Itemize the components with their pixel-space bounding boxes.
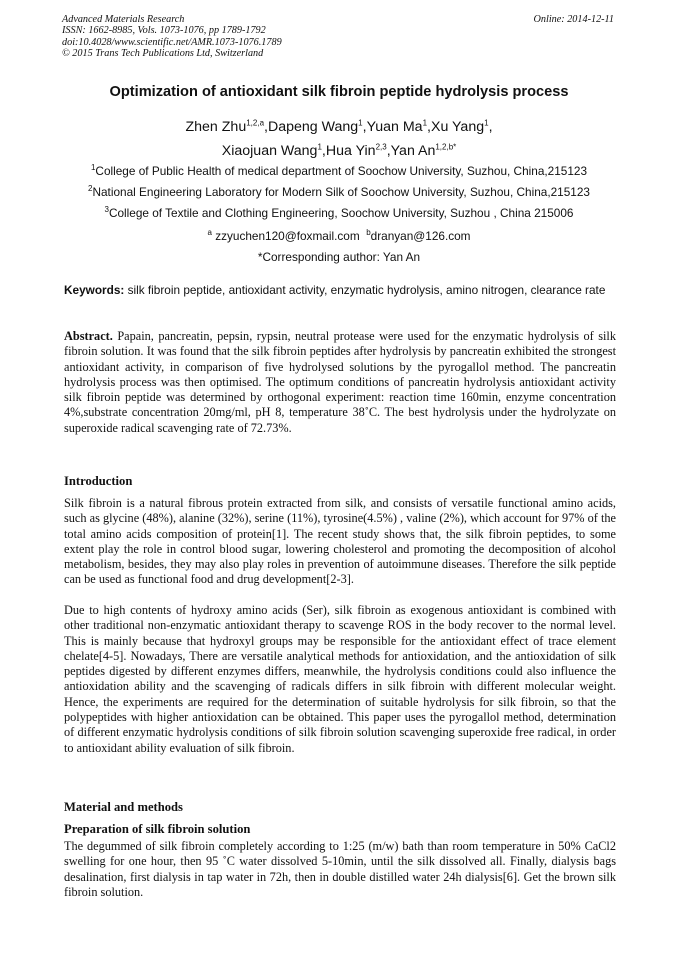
author-name: Hua Yin (325, 143, 376, 159)
email-a[interactable]: zzyuchen120@foxmail.com (211, 229, 360, 243)
author-name: Xu Yang (430, 119, 485, 135)
methods-paragraph-1: The degummed of silk fibroin completely according to 1:25 (m/w) bath than room temperature in 50% CaCl2 swelling for one hour, then 95 ˚C water dissolved 5-10min, until the silk dissolved all. Finally, dialysis bags desalination, first dialysis in tap water in 72h, then in double distilled water 24h dialysis[6]. Get the brown silk fibroin solution. (64, 839, 616, 899)
keywords-label: Keywords: (64, 283, 125, 297)
issn-line: ISSN: 1662-8985, Vols. 1073-1076, pp 1789-1792 (62, 25, 266, 37)
affiliation-2: $^2$National Engineering Laboratory for Modern Silk of Soochow University, Suzhou, China,215123 (88, 184, 590, 199)
author-sup: 1,2,b* (435, 142, 457, 152)
author-name: Zhen Zhu (185, 119, 247, 135)
running-header-left (62, 14, 282, 59)
author-name: Yan An (390, 143, 436, 159)
introduction-paragraph-1: Silk fibroin is a natural fibrous protein extracted from silk, and consists of versatile functional amino acids, such as glycine (48%), alanine (32%), serine (11%), tyrosine(4.5%) , valine (2%), which account for 97% of the total amino acids composition of protein[1]. The recent study shows that, the silk fibroin peptides, to some extent play the role in control blood sugar, lowering cholesterol and promoting the decomposition of alcohol metabolism, besides, they may also play roles in prevention of autoimmune diseases. Therefore the silk peptide can be used as functional food and drug development[2-3]. (64, 496, 616, 587)
methods-subheading: Preparation of silk fibroin solution (64, 822, 251, 836)
author-sup: 1,2,a (246, 118, 265, 128)
introduction-paragraph-2: Due to high contents of hydroxy amino acids (Ser), silk fibroin as exogenous antioxidant is combined with other traditional non-enzymatic antioxidant therapy to scavenge ROS in the body recover to the normal level. This is mainly because that hydroxyl groups may be responsible for the antioxidant effect of trace element chelate[4-5]. Nowadays, There are versatile analytical methods for antioxidation, and the antioxidation of silk peptides digested by different enzymes differs, meanwhile, the hydrolysis conditions could also influence the antioxidation ability and the scavenging of radicals differs in silk fibroin with different molecular weight. Hence, the experiments are required for the determination of suitable hydrolysis for silk fibroin, so that the polypeptides with higher antioxidation can be obtained. This paper uses the pyrogallol method, determination of different enzymatic hydrolysis conditions of silk fibroin solution scavenging superoxide free radical, in order to antioxidant ability evaluation of silk fibroin. (64, 603, 616, 755)
abstract (64, 329, 616, 436)
author-sup: 1 (422, 118, 428, 128)
copyright-line: © 2015 Trans Tech Publications Ltd, Switzerland (62, 47, 264, 59)
author-line-1: Zhen Zhu$^{1,2,a}$,Dapeng Wang$^1$,Yuan Ma$^1$,Xu Yang$^1$, (185, 118, 493, 135)
author-line-2: Xiaojuan Wang$^1$,Hua Yin$^{2,3}$,Yan $An^{1,2,b*}$ (221, 142, 457, 159)
author-name: Dapeng Wang (267, 119, 359, 135)
author-sup: 1 (484, 118, 489, 128)
affiliation-3: $^3$College of Textile and Clothing Engineering, Soochow University, Suzhou , China 215006 (104, 205, 574, 220)
journal-name: Advanced Materials Research (62, 14, 185, 25)
email-b[interactable]: dranyan@126.com (370, 229, 471, 243)
email-line: $^a$ zzyuchen120@foxmail.com $^b$dranyan@126.com (207, 228, 471, 243)
abstract-text: Papain, pancreatin, pepsin, rypsin, neutral protease were used for the enzymatic hydrolysis of silk fibroin solution. It was found that the silk fibroin peptides after hydrolysis by pancreatin exhibited the strongest antioxidant activity, in comparison of five hydrolysed solutions by the pyrogallol method. The pancreatin hydrolysis process was then optimised. The optimum conditions of pancreatin hydrolysis antioxidant activity silk fibroin peptide was determined by orthogonal experiment: reaction time 160min, enzyme concentration 4%,substrate concentration 20mg/ml, pH 8, temperature 38˚C. The best hydrolysis under the hydrolyzate on superoxide radical scavenging rate of 72.73%. (64, 329, 616, 435)
author-list (0, 115, 678, 163)
author-sup: 1 (317, 142, 322, 152)
abstract-label: Abstract. (64, 329, 113, 343)
author-sup: 2,3 (375, 142, 387, 152)
online-date: Online: 2014-12-11 (533, 14, 614, 25)
author-sup: 1 (358, 118, 363, 128)
author-name: Yuan Ma (366, 119, 423, 135)
doi-line: doi:10.4028/www.scientific.net/AMR.1073-1076.1789 (62, 36, 282, 48)
author-name: Xiaojuan Wang (221, 143, 318, 159)
affiliation-1: $^1$College of Public Health of medical department of Soochow University, Suzhou, China,215123 (90, 163, 588, 178)
keywords-text: silk fibroin peptide, antioxidant activity, enzymatic hydrolysis, amino nitrogen, clearance rate (124, 283, 606, 297)
introduction-heading: Introduction (64, 474, 133, 488)
paper-title: Optimization of antioxidant silk fibroin peptide hydrolysis process (109, 84, 569, 100)
methods-heading: Material and methods (64, 800, 183, 814)
keywords (64, 283, 616, 299)
corresponding-author: *Corresponding author: Yan An (257, 250, 421, 264)
